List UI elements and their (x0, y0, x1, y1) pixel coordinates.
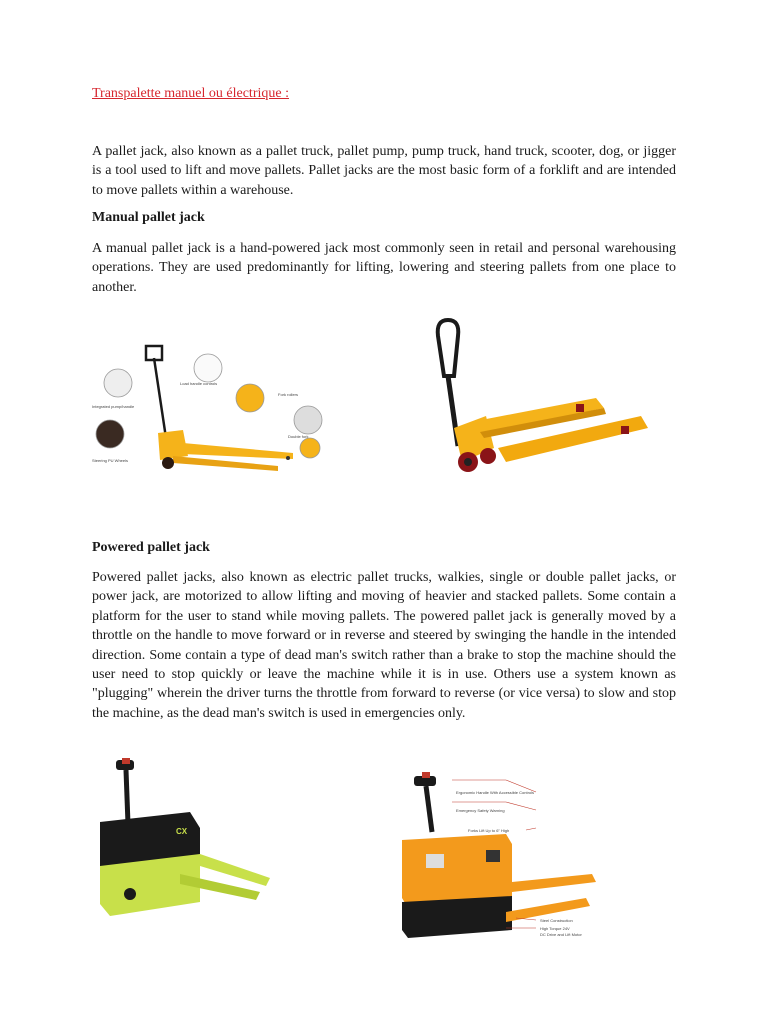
callout-high-torque: High Torque 24V (540, 926, 570, 931)
svg-text:Fork rollers: Fork rollers (278, 392, 299, 397)
powered-heading: Powered pallet jack (92, 540, 210, 555)
document-title: Transpalette manuel ou électrique : (92, 86, 289, 101)
svg-text:Load handle controls: Load handle controls (180, 381, 218, 386)
svg-text:Steering PU Wheels: Steering PU Wheels (92, 458, 129, 463)
callout-safety-warning: Emergency Safety Warning (456, 808, 505, 813)
manual-pallet-jack-photo (426, 316, 651, 488)
intro-paragraph: A pallet jack, also known as a pallet truck, pallet pump, pump truck, hand truck, scooter, dog, or jigger is a tool used to lift and move pallets. Pallet jacks are the most basic form of a forklift and are intended to move pallets within a warehouse. (92, 144, 676, 198)
callout-steel-construction: Steel Construction (540, 918, 573, 923)
manual-paragraph: A manual pallet jack is a hand-powered jack most commonly seen in retail and personal warehousing operations. They are used predominantly for lifting, lowering and steering pallets from one place to another. (92, 241, 676, 295)
powered-pallet-jack-lime-photo (90, 754, 275, 926)
svg-text:Integrated pump/handle: Integrated pump/handle (92, 404, 135, 409)
callout-ergonomic-handle: Ergonomic Handle With Accessible Controls (456, 790, 535, 795)
powered-paragraph: Powered pallet jacks, also known as electric pallet trucks, walkies, single or double pallet jacks, or power jack, are motorized to allow lifting and moving of heavier and stacked pallets. Some contain a platform for the user to stand while moving pallets. The powered pallet jack is generally moved by a throttle on the handle to move forward or in reverse and steered by swinging the handle in the intended direction. Some contain a type of dead man's switch rather than a brake to stop the machine should the user need to stop quickly or leave the machine while it is in use. Others use a system known as "plugging" wherein the driver turns the throttle from forward to reverse (or vice versa) to slow and stop the machine, as the dead man's switch is used in emergencies only. (92, 570, 676, 721)
brand-badge: CX (176, 827, 188, 836)
manual-pallet-jack-diagram (88, 338, 343, 483)
svg-text:Double fork: Double fork (288, 434, 309, 439)
manual-heading: Manual pallet jack (92, 210, 205, 225)
callout-fork-lift-height: Forks Lift Up to 6" High (468, 828, 510, 833)
powered-pallet-jack-orange-diagram (396, 770, 606, 942)
callout-drive-lift-motor: DC Drive and Lift Motor (540, 932, 582, 937)
